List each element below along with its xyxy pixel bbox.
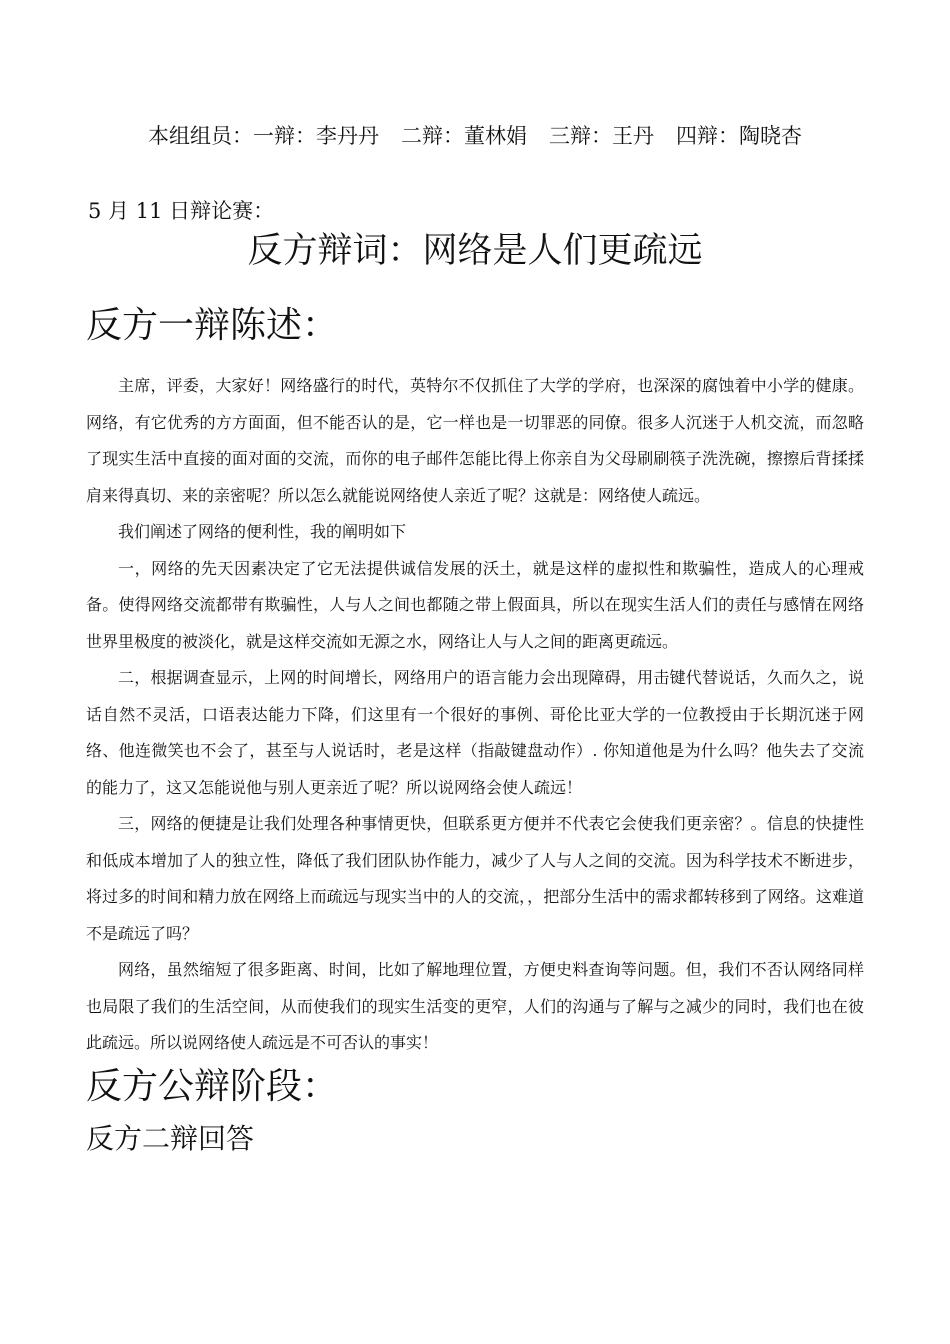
paragraph: 二，根据调查显示，上网的时间增长，网络用户的语言能力会出现障碍，用击键代替说话，久而久之，说话自然不灵活，口语表达能力下降，们这里有一个很好的事例、哥伦比亚大学的一位教授由于长期沉迷于网络、他连微笑也不会了，甚至与人说话时，老是这样（指敲键盘动作）. 你知道他是为什么吗？他失去了交流的能力了，这又怎能说他与别人更亲近了呢？所以说网络会使人疏远！ (86, 668, 864, 797)
third-speaker-name: 三辩：王丹 (549, 124, 654, 148)
team-members-line (0, 121, 950, 151)
public-debate-heading: 反方公辩阶段： (86, 1066, 339, 1107)
paragraph: 一，网络的先天因素决定了它无法提供诚信发展的沃土，就是这样的虚拟性和欺骗性，造成人的心理戒备。使得网络交流都带有欺骗性，人与人之间也都随之带上假面具，所以在现实生活人们的责任与感情在网络世界里极度的被淡化，就是这样交流如无源之水，网络让人与人之间的距离更疏远。 (86, 558, 864, 651)
first-speaker-statement (86, 368, 864, 1062)
debate-date: 5 月 11 日辩论赛： (88, 199, 275, 223)
negative-side-title: 反方辩词：网络是人们更疏远 (247, 231, 703, 271)
paragraph: 主席，评委，大家好！网络盛行的时代，英特尔不仅抓住了大学的学府，也深深的腐蚀着中小学的健康。网络，有它优秀的方方面面，但不能否认的是，它一样也是一切罪恶的同僚。很多人沉迷于人机交流，而忽略了现实生活中直接的面对面的交流，而你的电子邮件怎能比得上你亲自为父母刷刷筷子洗洗碗，擦擦后背揉揉肩来得真切、来的亲密呢？所以怎么就能说网络使人亲近了呢？这就是：网络使人疏远。 (86, 376, 864, 505)
second-speaker-answer-heading: 反方二辩回答 (86, 1122, 255, 1155)
paragraph: 网络，虽然缩短了很多距离、时间，比如了解地理位置，方便史料查询等问题。但，我们不否认网络同样也局限了我们的生活空间，从而使我们的现实生活变的更窄，人们的沟通与了解与之减少的同时，我们也在彼此疏远。所以说网络使人疏远是不可否认的事实！ (86, 960, 864, 1052)
first-speaker-heading: 反方一辩陈述： (86, 305, 339, 346)
paragraph: 我们阐述了网络的便利性，我的阐明如下 (118, 522, 407, 541)
members-label: 本组组员： (148, 124, 253, 148)
paragraph: 三，网络的便捷是让我们处理各种事情更快，但联系更方便并不代表它会使我们更亲密？。信息的快捷性和低成本增加了人的独立性，降低了我们团队协作能力，减少了人与人之间的交流。因为科学技术不断进步，将过多的时间和精力放在网络上而疏远与现实当中的人的交流，，把部分生活中的需求都转移到了网络。这难道不是疏远了吗？ (86, 814, 864, 943)
fourth-speaker-name: 四辩：陶晓杏 (676, 124, 802, 148)
first-speaker-name: 一辩：李丹丹 (253, 124, 379, 148)
second-speaker-name: 二辩：董林娟 (401, 124, 527, 148)
